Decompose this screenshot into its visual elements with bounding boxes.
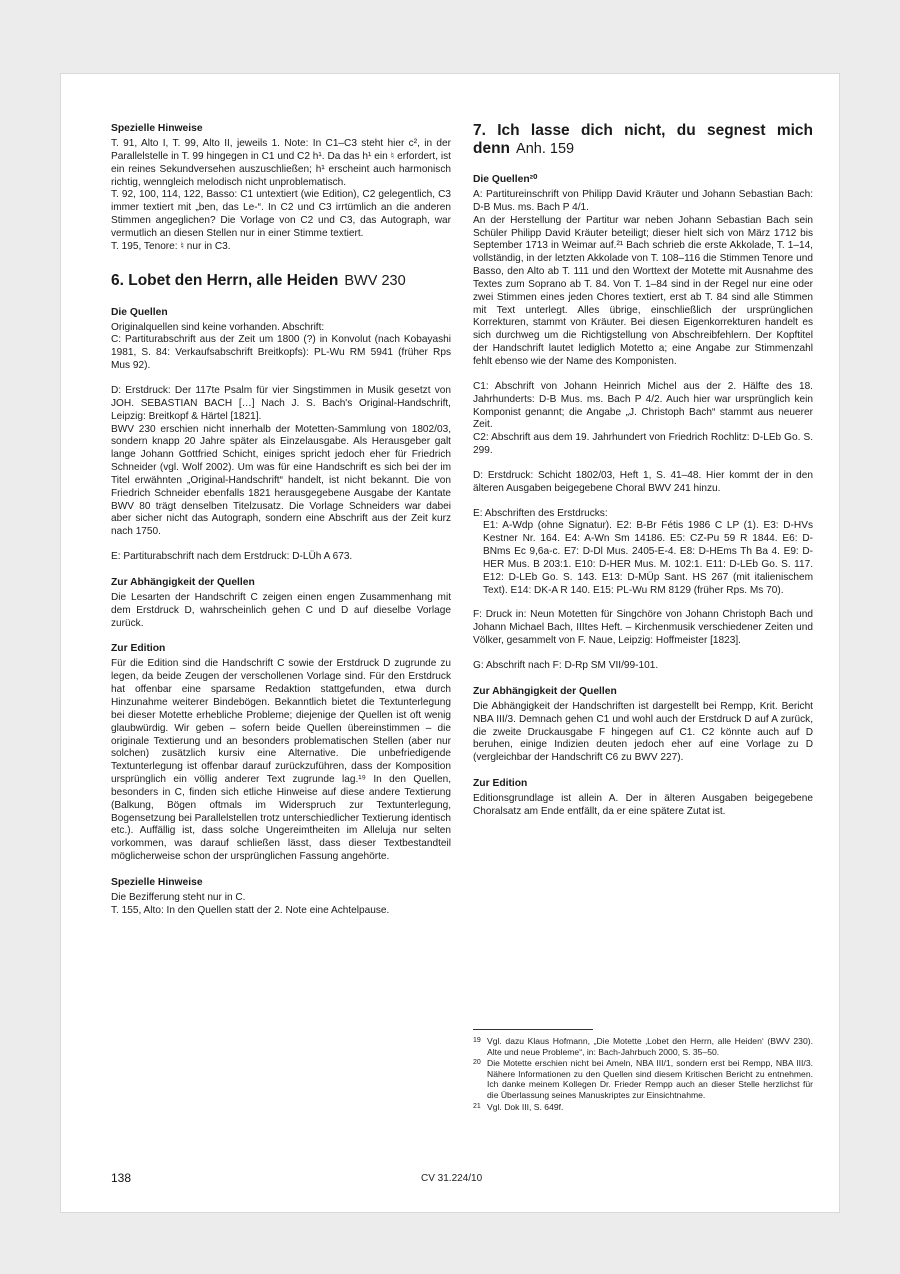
source-entry: A: Partitureinschrift von Philipp David Kräuter und Johann Sebastian Bach: D-B Mus. ms. Bach P 4/1. xyxy=(473,189,813,213)
heading-dependency: Zur Abhängigkeit der Quellen xyxy=(473,685,617,697)
footnotes xyxy=(473,1029,813,1113)
source-list: E1: A-Wdp (ohne Signatur). E2: B-Br Fétis 1986 C LP (1). E3: D-HVs Kestner Nr. 164. E4: A-Wn Sm 14186. E5: CZ-Pu 59 R 1844. E6: D-BNms Ec 9,6a-c. E7: D-Dl Mus. 2405-E-4. E8: D-HEms Th Ba 4. E9: D-HER Mus. B 203:1. E10: D-HER Mus. M. 102:1. E11: D-LEb Go. S. 117. E12: D-LEb Go. S. 143. E13: D-MÜp Sant. HS 267 (mit italienischem Text). E14: DK-A R 140. E15: PL-Wu RM 8129 (früher Rps. Ms 70). xyxy=(483,520,813,596)
heading-edition: Zur Edition xyxy=(473,778,528,790)
paragraph: Editionsgrundlage ist allein A. Der in älteren Ausgaben beigegebene Choralsatz am Ende entfällt, da er eine spätere Zutat ist. xyxy=(473,793,813,817)
section-title-7 xyxy=(473,122,813,158)
heading-dependency: Zur Abhängigkeit der Quellen xyxy=(111,576,255,588)
footnote-number: 19 xyxy=(473,1037,481,1044)
footnote-text: Vgl. Dok III, S. 649f. xyxy=(487,1101,564,1112)
section-title-text: 7. Ich lasse dich nicht, du segnest mich denn xyxy=(473,122,813,157)
footnote xyxy=(473,1102,813,1113)
footnote xyxy=(473,1058,813,1100)
paragraph: Originalquellen sind keine vorhanden. Abschrift: xyxy=(111,321,325,333)
catalog-number-footer: CV 31.224/10 xyxy=(421,1173,483,1184)
footnote-number: 20 xyxy=(473,1059,481,1067)
source-entry: C1: Abschrift von Johann Heinrich Michel aus der 2. Hälfte des 18. Jahrhunderts: D-B Mus. ms. Bach P 4/2. Auch hier war ursprünglich kein Komponist genannt; die Angabe „J. Christoph Bach“ stammt aus neuerer Zeit. xyxy=(473,380,813,431)
footnote-text: Die Motette erschien nicht bei Ameln, NBA III/1, sondern erst bei Rempp, NBA III/3. Nähere Informationen zu den Quellen sind diesem Kritischen Bericht zu entnehmen. Ich danke meinem Kollegen Dr. Frieder Rempp auch an dieser Stelle herzlichst für die Überlassung seines Manuskriptes zur Einsichtnahme. xyxy=(487,1058,813,1100)
paragraph: BWV 230 erschien nicht innerhalb der Motetten-Sammlung von 1802/03, sondern knapp 20 Jahre später als Einzelausgabe. Als Herausgeber galt lange Johann Gottfried Schicht, einiges spricht jedoch eher für Friedrich Schneider (vgl. Wolf 2002). Um was für eine Handschrift es sich bei der im Titel erwähnten „Original-Handschrift“ handelt, ist nicht bekannt. Die von Friedrich Schneider ebenfalls 1821 herausgegebene Ausgabe der Kantate BWV 80 trägt denselben Titelzusatz. Die Vorlage Schneiders war dabei aber sicher nicht das Autograph, sondern eine Abschrift aus der Zeit kurz nach 1750. xyxy=(111,423,451,538)
source-entry: E: Abschriften des Erstdrucks: xyxy=(473,507,608,519)
paragraph: Die Bezifferung steht nur in C. xyxy=(111,891,246,903)
paragraph: Die Lesarten der Handschrift C zeigen einen engen Zusammenhang mit dem Erstdruck D, wahrscheinlich gehen C und D auf dieselbe Vorlage zurück. xyxy=(111,591,451,629)
paragraph: T. 195, Tenore: ♮ nur in C3. xyxy=(111,240,231,252)
heading-sources: Die Quellen xyxy=(111,306,168,318)
source-entry: D: Erstdruck: Der 117te Psalm für vier Singstimmen in Musik gesetzt von JOH. SEBASTIAN BACH […] Nach J. S. Bach's Original-Handschrift, Leipzig: Breitkopf & Härtel [1821]. xyxy=(111,384,451,422)
source-entry: E: Partiturabschrift nach dem Erstdruck: D-LÜh A 673. xyxy=(111,551,353,563)
right-column xyxy=(473,122,813,831)
source-entry: F: Druck in: Neun Motetten für Singchöre von Johann Christoph Bach und Johann Michael Bach, IIItes Heft. – Kirchenmusik verschiedener Zeiten und Völker, gesammelt von F. Naue, Leipzig: Hoffmeister [1823]. xyxy=(473,609,813,647)
heading-special-notes: Spezielle Hinweise xyxy=(111,123,203,134)
paragraph: T. 155, Alto: In den Quellen statt der 2. Note eine Achtelpause. xyxy=(111,904,390,916)
footnote-number: 21 xyxy=(473,1102,481,1110)
source-entry: C: Partiturabschrift aus der Zeit um 1800 (?) in Konvolut (nach Kobayashi 1981, S. 84: Verkaufsabschrift Breitkopfs): PL-Wu RM 5941 (früher Rps Mus 92). xyxy=(111,334,451,372)
section-title-text: 6. Lobet den Herrn, alle Heiden xyxy=(111,271,339,289)
paragraph: T. 92, 100, 114, 122, Basso: C1 untextiert (wie Edition), C2 gelegentlich, C3 immer textiert mit „ben, das Le-“. In C2 und C3 irrtümlich an die anderen Stimmen angeglichen? Die Vorlage von C2 und C3, das Autograph, war vermutlich an diesen Stellen nur in einer Stimme textiert. xyxy=(111,189,451,239)
catalog-number: BWV 230 xyxy=(344,272,406,289)
heading-edition: Zur Edition xyxy=(111,643,166,655)
paragraph: Für die Edition sind die Handschrift C sowie der Erstdruck D zugrunde zu legen, da beide Zeugen der verschollenen Vorlage sind. Für den Erstdruck hat offenbar eine sparsame Redaktion stattgefunden, etwa durch Hinzunahme weiterer Bindebögen. Bekanntlich bietet die Textunterlegung bei dieser Motette erhebliche Probleme; diejenige der Quellen ist oft wenig glaubwürdig. Wir geben – sofern beide Quellen übereinstimmen – die originale Textierung und an besonders problematischen Stellen (aber nur solchen) zusätzlich kursiv eine Alternative. Die unbefriedigende Textunterlegung ist offenbar darauf zurückzuführen, dass der Komposition ursprünglich ein völlig anderer Text zugrunde lag.¹⁹ In den Quellen, besonders in C, finden sich etliche Hinweise auf diese andere Textierung (Balkung, Bögen oftmals im Widerspruch zur Textunterlegung, Bogensetzung bei Parallelstellen trotz unterschiedlicher Textierung identisch etc.). Auffällig ist, dass solche Ungereimtheiten im Alleluja nur selten vorkommen, was darauf schließen lässt, dass dieser Textbestandteil möglicherweise schon der ursprünglichen Fassung angehörte. xyxy=(111,658,451,863)
heading-special-notes: Spezielle Hinweise xyxy=(111,876,203,888)
source-entry: G: Abschrift nach F: D-Rp SM VII/99-101. xyxy=(473,660,659,671)
paragraph: T. 91, Alto I, T. 99, Alto II, jeweils 1. Note: In C1–C3 steht hier c², in der Parallelstelle in T. 99 hingegen in C1 und C2 h¹. Da das h¹ ein ♮ erfordert, ist ein reines Sekundversehen auszuschließen; h¹ erscheint auch harmonisch richtig, wenngleich melodisch nicht unproblematisch. xyxy=(111,138,451,188)
page-number: 138 xyxy=(111,1171,132,1185)
footnote-divider xyxy=(473,1029,593,1030)
left-column xyxy=(111,122,451,918)
paragraph: Die Abhängigkeit der Handschriften ist dargestellt bei Rempp, Krit. Bericht NBA III/3. Demnach gehen C1 und wohl auch der Erstdruck D auf A zurück, die zweite Druckausgabe F hingegen auf C1. C2 könnte auch auf D beruhen, einige Indizien deuten jedoch eher auf eine Vorlage zu D (vergleichbar der Handschrift C6 zu BWV 227). xyxy=(473,700,813,764)
paragraph: An der Herstellung der Partitur war neben Johann Sebastian Bach sein Schüler Philipp David Kräuter beteiligt; dieser hielt sich von März 1712 bis September 1713 in Weimar auf.²¹ Bach schrieb die erste Akkolade, T. 1–14, vollständig, in der letzten Akkolade von T. 108–116 die Stimmen Tenore und Basso, den Alto ab T. 111 und den Worttext der Motette mit Ausnahme des Textes zum Soprano ab T. 84. Von T. 1–84 sind in der Regel nur eine oder zwei Stimmen eines jeden Chores textiert, erst ab T. 84 sind alle Stimmen mit Text unterlegt. Alles übrige, einschließlich der ursprünglichen Korrekturen, stammt von Kräuter. Bei diesen Eigenkorrekturen handelt es sich durchweg um die Richtigstellung von Abschreibfehlern. Der Kopftitel der Handschrift lautet lediglich Motetto a; eine Angabe zur Stimmenzahl fehlt ebenso wie der Name des Komponisten. xyxy=(473,214,813,367)
catalog-number: Anh. 159 xyxy=(516,141,575,157)
source-entry: C2: Abschrift aus dem 19. Jahrhundert von Friedrich Rochlitz: D-LEb Go. S. 299. xyxy=(473,432,813,457)
footnote-text: Vgl. dazu Klaus Hofmann, „Die Motette ‚Lobet den Herrn, alle Heiden‘ (BWV 230). Alte und neue Probleme“, in: Bach-Jahrbuch 2000, S. 35–50. xyxy=(487,1036,813,1057)
document-page xyxy=(60,73,840,1213)
footnote xyxy=(473,1036,813,1057)
source-entry: D: Erstdruck: Schicht 1802/03, Heft 1, S. 41–48. Hier kommt der in den älteren Ausgaben beigegebene Choral BWV 241 hinzu. xyxy=(473,469,813,494)
heading-sources: Die Quellen²⁰ xyxy=(473,174,538,185)
section-title-6 xyxy=(111,272,451,290)
